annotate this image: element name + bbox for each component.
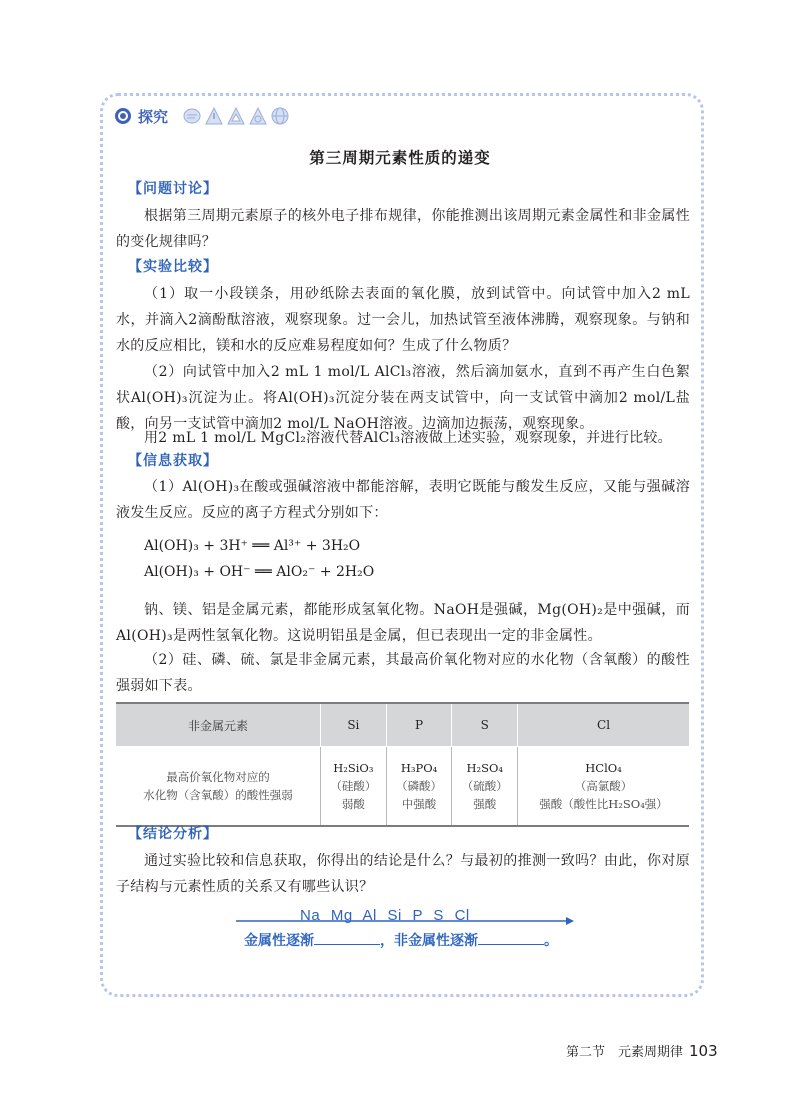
acid-cell	[386, 747, 452, 827]
trend-separator: ，	[380, 933, 394, 949]
info-para-2: 钠、镁、铝是金属元素，都能形成氢氧化物。NaOH是强碱，Mg(OH)₂是中强碱，而Al(OH)₃是两性氢氧化物。这说明铝虽是金属，但已表现出一定的非金属性。	[116, 602, 690, 644]
trend-end: 。	[544, 933, 558, 949]
metal-trend-label: 金属性逐渐	[244, 933, 314, 949]
table-header-cell: P	[386, 703, 452, 747]
experiment-para-2: （2）向试管中加入2 mL 1 mol/L AlCl₃溶液，然后滴加氨水，直到不再产生白色絮状Al(OH)₃沉淀为止。将Al(OH)₃沉淀分装在两支试管中，向一支试管中滴加2 mol/L盐酸，向另一支试管中滴加2 mol/L NaOH溶液。边滴加边振荡，观察现象。	[116, 364, 690, 432]
acid-name: （磷酸）	[396, 779, 443, 793]
acid-formula: H₃PO₄	[400, 761, 438, 775]
acid-cell	[321, 747, 387, 827]
explore-label: 探究	[138, 107, 169, 126]
acid-strength: 弱酸	[341, 797, 365, 811]
equation-1: Al(OH)₃ + 3H⁺ ══ Al³⁺ + 3H₂O	[144, 538, 361, 554]
row-label-cell	[116, 747, 321, 827]
table-header-cell: Cl	[518, 703, 689, 747]
page-number: 103	[689, 1042, 718, 1060]
activity-icons	[182, 106, 290, 126]
acid-formula: HClO₄	[585, 761, 622, 775]
acid-name: （硅酸）	[330, 779, 377, 793]
explore-header	[114, 104, 290, 128]
section-head-experiment: 【实验比较】	[128, 259, 218, 275]
acid-strength: 中强酸	[401, 797, 437, 811]
experiment-para-1: （1）取一小段镁条，用砂纸除去表面的氧化膜，放到试管中。向试管中加入2 mL水，并滴入2滴酚酞溶液，观察现象。过一会儿，加热试管至液体沸腾，观察现象。与钠和水的反应相比，镁和水的反应难易程度如何？生成了什么物质？	[116, 286, 690, 354]
experiment-para-3: 用2 mL 1 mol/L MgCl₂溶液代替AlCl₃溶液做上述实验，观察现象，并进行比较。	[144, 430, 672, 446]
footer-section: 第二节 元素周期律	[566, 1045, 684, 1060]
equation-2: Al(OH)₃ + OH⁻ ══ AlO₂⁻ + 2H₂O	[144, 564, 375, 580]
info-para-3: （2）硅、磷、硫、氯是非金属元素，其最高价氧化物对应的水化物（含氧酸）的酸性强弱如下表。	[116, 652, 690, 694]
acid-name: （硫酸）	[461, 779, 508, 793]
section-head-conclusion: 【结论分析】	[128, 826, 218, 842]
table-header-row	[116, 703, 689, 747]
conclusion-text: 通过实验比较和信息获取，你得出的结论是什么？与最初的推测一致吗？由此，你对原子结构与元素性质的关系又有哪些认识？	[116, 853, 690, 895]
page-footer	[566, 1041, 718, 1060]
acid-cell	[452, 747, 518, 827]
nonmetal-trend-label: 非金属性逐渐	[394, 933, 478, 949]
metal-trend-blank	[314, 932, 380, 945]
page-title: 第三周期元素性质的递变	[309, 148, 491, 167]
row-label-line: 水化物（含氧酸）的酸性强弱	[143, 788, 293, 802]
triangle-icon	[226, 106, 246, 126]
discussion-text: 根据第三周期元素原子的核外电子排布规律，你能推测出该周期元素金属性和非金属性的变化规律吗？	[116, 208, 690, 250]
dialogue-icon	[182, 106, 202, 126]
table-header-cell: Si	[321, 703, 387, 747]
section-head-discussion: 【问题讨论】	[128, 181, 218, 197]
target-icon	[114, 107, 132, 125]
section-head-info: 【信息获取】	[128, 453, 218, 469]
recycle-icon	[248, 106, 268, 126]
trend-arrow	[236, 915, 576, 927]
acid-strength: 强酸（酸性比H₂SO₄强）	[539, 797, 668, 811]
acid-cell	[518, 747, 689, 827]
globe-icon	[270, 106, 290, 126]
element-sequence: Na Mg Al Si P S Cl	[300, 907, 470, 924]
acid-formula: H₂SiO₃	[333, 761, 374, 775]
table-header-cell: 非金属元素	[116, 703, 321, 747]
table-row	[116, 747, 689, 827]
info-para-1: （1）Al(OH)₃在酸或强碱溶液中都能溶解，表明它既能与酸发生反应，又能与强碱溶液发生反应。反应的离子方程式分别如下：	[116, 479, 690, 521]
row-label-line: 最高价氧化物对应的	[166, 770, 270, 784]
acid-formula: H₂SO₄	[466, 761, 503, 775]
table-header-cell: S	[452, 703, 518, 747]
trend-line	[244, 930, 558, 950]
nonmetal-trend-blank	[478, 932, 544, 945]
warning-icon	[204, 106, 224, 126]
acid-strength: 强酸	[473, 797, 497, 811]
acid-strength-table	[116, 702, 689, 827]
acid-name: （高氯酸）	[574, 779, 633, 793]
